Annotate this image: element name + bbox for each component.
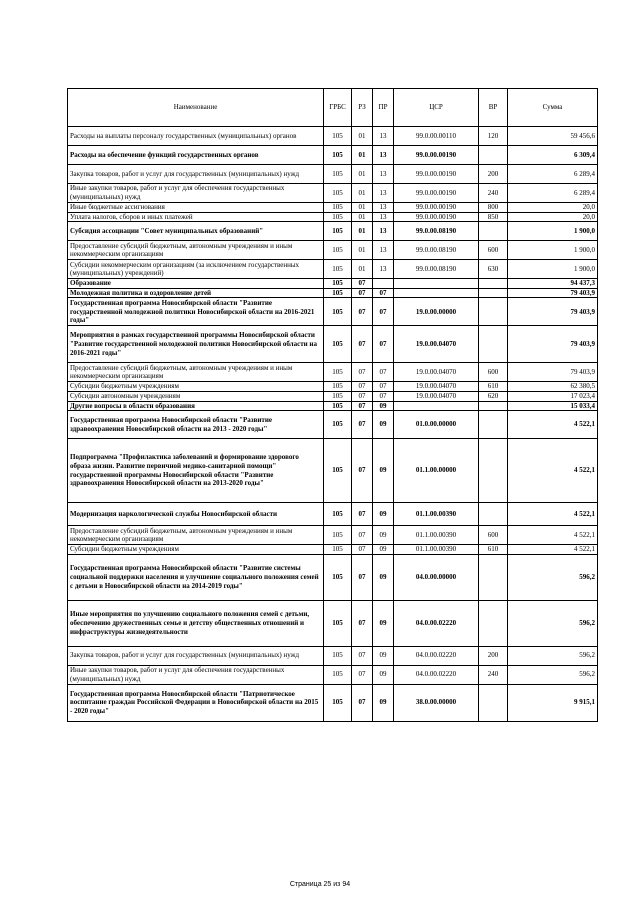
row-csr: 99.0.00.00110 bbox=[394, 127, 479, 146]
row-rz: 07 bbox=[352, 545, 373, 555]
row-vr: 600 bbox=[479, 241, 508, 260]
table-row bbox=[68, 165, 598, 184]
row-pr: 13 bbox=[373, 165, 394, 184]
row-pr: 07 bbox=[373, 391, 394, 401]
row-grbs: 105 bbox=[324, 127, 352, 146]
row-grbs: 105 bbox=[324, 382, 352, 392]
row-rz: 07 bbox=[352, 600, 373, 646]
row-csr: 01.0.00.00000 bbox=[394, 411, 479, 439]
row-pr: 13 bbox=[373, 127, 394, 146]
row-pr: 13 bbox=[373, 241, 394, 260]
row-grbs: 105 bbox=[324, 646, 352, 665]
row-grbs: 105 bbox=[324, 391, 352, 401]
row-sum: 596,2 bbox=[508, 646, 598, 665]
row-csr: 99.0.00.00190 bbox=[394, 184, 479, 203]
row-grbs: 105 bbox=[324, 279, 352, 289]
row-csr: 99.0.00.08190 bbox=[394, 241, 479, 260]
table-row bbox=[68, 646, 598, 665]
row-rz: 07 bbox=[352, 554, 373, 600]
row-rz: 07 bbox=[352, 363, 373, 382]
row-name: Образование bbox=[68, 279, 324, 289]
row-vr bbox=[479, 298, 508, 326]
header-grbs: ГРБС bbox=[324, 89, 352, 127]
row-rz: 07 bbox=[352, 326, 373, 363]
row-vr: 610 bbox=[479, 545, 508, 555]
row-rz: 07 bbox=[352, 411, 373, 439]
row-name: Предоставление субсидий бюджетным, автономным учреждениям и иным некоммерческим организациям bbox=[68, 241, 324, 260]
row-rz: 01 bbox=[352, 212, 373, 222]
budget-table bbox=[67, 88, 598, 722]
row-vr bbox=[479, 600, 508, 646]
row-grbs: 105 bbox=[324, 260, 352, 279]
row-name: Государственная программа Новосибирской области "Развитие здравоохранения Новосибирской области на 2013 - 2020 годы" bbox=[68, 411, 324, 439]
row-rz: 01 bbox=[352, 241, 373, 260]
row-pr: 13 bbox=[373, 260, 394, 279]
row-rz: 07 bbox=[352, 391, 373, 401]
row-vr bbox=[479, 279, 508, 289]
table-row bbox=[68, 545, 598, 555]
row-pr: 13 bbox=[373, 212, 394, 222]
row-rz: 01 bbox=[352, 203, 373, 213]
row-vr bbox=[479, 411, 508, 439]
row-vr: 200 bbox=[479, 165, 508, 184]
row-sum: 79 403,9 bbox=[508, 326, 598, 363]
row-sum: 1 900,0 bbox=[508, 260, 598, 279]
row-name: Другие вопросы в области образования bbox=[68, 401, 324, 411]
row-csr: 19.0.00.04070 bbox=[394, 382, 479, 392]
row-vr: 240 bbox=[479, 665, 508, 684]
row-csr: 99.0.00.00190 bbox=[394, 146, 479, 165]
row-name: Предоставление субсидий бюджетным, автономным учреждениям и иным некоммерческим организациям bbox=[68, 363, 324, 382]
row-vr: 120 bbox=[479, 127, 508, 146]
row-rz: 01 bbox=[352, 260, 373, 279]
table-row bbox=[68, 298, 598, 326]
row-name: Субсидии бюджетным учреждениям bbox=[68, 382, 324, 392]
row-grbs: 105 bbox=[324, 146, 352, 165]
row-csr: 04.0.00.02220 bbox=[394, 646, 479, 665]
row-sum: 62 380,5 bbox=[508, 382, 598, 392]
row-name: Уплата налогов, сборов и иных платежей bbox=[68, 212, 324, 222]
row-vr bbox=[479, 288, 508, 298]
row-pr: 09 bbox=[373, 401, 394, 411]
row-name: Государственная программа Новосибирской области "Патриотическое воспитание граждан Российской Федерации в Новосибирской области на 2015 - 2020 годы" bbox=[68, 684, 324, 721]
row-vr: 610 bbox=[479, 382, 508, 392]
row-sum: 6 289,4 bbox=[508, 165, 598, 184]
row-grbs: 105 bbox=[324, 554, 352, 600]
header-sum: Сумма bbox=[508, 89, 598, 127]
row-csr: 19.0.00.00000 bbox=[394, 298, 479, 326]
row-name: Субсидии автономным учреждениям bbox=[68, 391, 324, 401]
row-vr: 620 bbox=[479, 391, 508, 401]
table-body bbox=[68, 127, 598, 722]
row-grbs: 105 bbox=[324, 526, 352, 545]
row-rz: 01 bbox=[352, 222, 373, 241]
table-row bbox=[68, 382, 598, 392]
row-name: Государственная программа Новосибирской области "Развитие системы социальной поддержки населения и улучшение социального положения семей с детьми в Новосибирской области на 2014-2019 годы" bbox=[68, 554, 324, 600]
row-pr: 07 bbox=[373, 326, 394, 363]
row-name: Иные бюджетные ассигнования bbox=[68, 203, 324, 213]
row-vr: 630 bbox=[479, 260, 508, 279]
row-pr: 07 bbox=[373, 288, 394, 298]
row-grbs: 105 bbox=[324, 184, 352, 203]
row-name: Молодежная политика и оздоровление детей bbox=[68, 288, 324, 298]
row-sum: 17 023,4 bbox=[508, 391, 598, 401]
table-row bbox=[68, 684, 598, 721]
header-pr: ПР bbox=[373, 89, 394, 127]
row-vr bbox=[479, 146, 508, 165]
table-row bbox=[68, 401, 598, 411]
row-pr: 09 bbox=[373, 439, 394, 503]
row-name: Государственная программа Новосибирской области "Развитие государственной молодежной политики Новосибирской области на 2016-2021 годы" bbox=[68, 298, 324, 326]
table-row bbox=[68, 241, 598, 260]
row-rz: 07 bbox=[352, 298, 373, 326]
row-name: Закупка товаров, работ и услуг для государственных (муниципальных) нужд bbox=[68, 646, 324, 665]
row-csr: 99.0.00.08190 bbox=[394, 222, 479, 241]
table-row bbox=[68, 554, 598, 600]
header-rz: РЗ bbox=[352, 89, 373, 127]
row-csr: 19.0.00.04070 bbox=[394, 326, 479, 363]
row-pr: 13 bbox=[373, 146, 394, 165]
table-row bbox=[68, 288, 598, 298]
row-grbs: 105 bbox=[324, 439, 352, 503]
row-rz: 07 bbox=[352, 279, 373, 289]
row-vr: 850 bbox=[479, 212, 508, 222]
row-vr bbox=[479, 554, 508, 600]
row-sum: 15 033,4 bbox=[508, 401, 598, 411]
row-grbs: 105 bbox=[324, 363, 352, 382]
table-header-row bbox=[68, 89, 598, 127]
row-grbs: 105 bbox=[324, 545, 352, 555]
row-sum: 596,2 bbox=[508, 600, 598, 646]
row-rz: 07 bbox=[352, 382, 373, 392]
row-rz: 07 bbox=[352, 684, 373, 721]
row-name: Мероприятия в рамках государственной программы Новосибирской области "Развитие государственной молодежной политики Новосибирской области на 2016-2021 годы" bbox=[68, 326, 324, 363]
row-name: Иные закупки товаров, работ и услуг для обеспечения государственных (муниципальных) нужд bbox=[68, 665, 324, 684]
table-row bbox=[68, 439, 598, 503]
row-rz: 07 bbox=[352, 646, 373, 665]
row-sum: 9 915,1 bbox=[508, 684, 598, 721]
row-csr: 38.0.00.00000 bbox=[394, 684, 479, 721]
row-rz: 07 bbox=[352, 401, 373, 411]
row-pr: 09 bbox=[373, 665, 394, 684]
table-row bbox=[68, 600, 598, 646]
row-rz: 07 bbox=[352, 503, 373, 526]
row-pr: 07 bbox=[373, 382, 394, 392]
table-row bbox=[68, 222, 598, 241]
table-row bbox=[68, 212, 598, 222]
row-name: Закупка товаров, работ и услуг для государственных (муниципальных) нужд bbox=[68, 165, 324, 184]
row-rz: 07 bbox=[352, 526, 373, 545]
row-grbs: 105 bbox=[324, 212, 352, 222]
row-name: Расходы на обеспечение функций государственных органов bbox=[68, 146, 324, 165]
row-sum: 79 403,9 bbox=[508, 363, 598, 382]
row-csr: 99.0.00.00190 bbox=[394, 203, 479, 213]
row-name: Модернизация наркологической службы Новосибирской области bbox=[68, 503, 324, 526]
row-rz: 01 bbox=[352, 184, 373, 203]
row-grbs: 105 bbox=[324, 326, 352, 363]
row-grbs: 105 bbox=[324, 241, 352, 260]
row-sum: 79 403,9 bbox=[508, 298, 598, 326]
table-row bbox=[68, 260, 598, 279]
row-pr: 09 bbox=[373, 554, 394, 600]
row-pr bbox=[373, 279, 394, 289]
row-vr bbox=[479, 684, 508, 721]
row-csr: 99.0.00.00190 bbox=[394, 165, 479, 184]
row-name: Субсидия ассоциации "Совет муниципальных образований" bbox=[68, 222, 324, 241]
table-row bbox=[68, 526, 598, 545]
row-sum: 6 289,4 bbox=[508, 184, 598, 203]
page-number: Страница 25 из 94 bbox=[289, 881, 351, 888]
table-row bbox=[68, 184, 598, 203]
row-sum: 596,2 bbox=[508, 554, 598, 600]
row-sum: 1 900,0 bbox=[508, 222, 598, 241]
row-grbs: 105 bbox=[324, 411, 352, 439]
row-sum: 6 309,4 bbox=[508, 146, 598, 165]
row-grbs: 105 bbox=[324, 684, 352, 721]
row-grbs: 105 bbox=[324, 203, 352, 213]
row-pr: 07 bbox=[373, 298, 394, 326]
table-row bbox=[68, 203, 598, 213]
row-vr bbox=[479, 439, 508, 503]
row-rz: 01 bbox=[352, 146, 373, 165]
row-sum: 4 522,1 bbox=[508, 503, 598, 526]
row-csr: 01.1.00.00000 bbox=[394, 439, 479, 503]
row-rz: 01 bbox=[352, 165, 373, 184]
row-name: Субсидии бюджетным учреждениям bbox=[68, 545, 324, 555]
row-name: Расходы на выплаты персоналу государственных (муниципальных) органов bbox=[68, 127, 324, 146]
row-sum: 79 403,9 bbox=[508, 288, 598, 298]
row-pr: 09 bbox=[373, 526, 394, 545]
row-name: Иные мероприятия по улучшению социального положения семей с детьми, обеспечению дружественных семье и детству общественных отношений и инфраструктуры жизнедеятельности bbox=[68, 600, 324, 646]
row-grbs: 105 bbox=[324, 222, 352, 241]
row-grbs: 105 bbox=[324, 298, 352, 326]
table-row bbox=[68, 146, 598, 165]
header-csr: ЦСР bbox=[394, 89, 479, 127]
row-rz: 07 bbox=[352, 439, 373, 503]
row-grbs: 105 bbox=[324, 665, 352, 684]
table-row bbox=[68, 363, 598, 382]
table-row bbox=[68, 279, 598, 289]
row-sum: 4 522,1 bbox=[508, 545, 598, 555]
row-csr bbox=[394, 279, 479, 289]
row-vr: 600 bbox=[479, 363, 508, 382]
row-sum: 20,0 bbox=[508, 212, 598, 222]
row-rz: 07 bbox=[352, 288, 373, 298]
table-row bbox=[68, 665, 598, 684]
row-name: Подпрограмма "Профилактика заболеваний и формирование здорового образа жизни. Развитие первичной медико-санитарной помощи" государственной программы Новосибирской области "Развитие здравоохранения Новосибирской области на 2013-2020 годы" bbox=[68, 439, 324, 503]
row-sum: 4 522,1 bbox=[508, 526, 598, 545]
row-name: Иные закупки товаров, работ и услуг для обеспечения государственных (муниципальных) нужд bbox=[68, 184, 324, 203]
row-grbs: 105 bbox=[324, 288, 352, 298]
table-row bbox=[68, 326, 598, 363]
row-name: Субсидии некоммерческим организациям (за исключением государственных (муниципальных) учреждений) bbox=[68, 260, 324, 279]
row-name: Предоставление субсидий бюджетным, автономным учреждениям и иным некоммерческим организациям bbox=[68, 526, 324, 545]
row-vr bbox=[479, 401, 508, 411]
row-csr: 99.0.00.08190 bbox=[394, 260, 479, 279]
row-pr: 13 bbox=[373, 222, 394, 241]
row-csr: 01.1.00.00390 bbox=[394, 526, 479, 545]
row-csr: 19.0.00.04070 bbox=[394, 391, 479, 401]
row-pr: 09 bbox=[373, 684, 394, 721]
row-csr: 19.0.00.04070 bbox=[394, 363, 479, 382]
row-sum: 20,0 bbox=[508, 203, 598, 213]
row-csr: 04.0.00.02220 bbox=[394, 665, 479, 684]
table-row bbox=[68, 127, 598, 146]
row-pr: 13 bbox=[373, 203, 394, 213]
row-vr: 240 bbox=[479, 184, 508, 203]
row-sum: 1 900,0 bbox=[508, 241, 598, 260]
row-pr: 07 bbox=[373, 363, 394, 382]
row-grbs: 105 bbox=[324, 165, 352, 184]
row-vr bbox=[479, 503, 508, 526]
row-pr: 13 bbox=[373, 184, 394, 203]
row-sum: 596,2 bbox=[508, 665, 598, 684]
row-pr: 09 bbox=[373, 600, 394, 646]
table-row bbox=[68, 411, 598, 439]
row-csr: 01.1.00.00390 bbox=[394, 503, 479, 526]
row-vr bbox=[479, 326, 508, 363]
row-sum: 4 522,1 bbox=[508, 411, 598, 439]
row-vr: 800 bbox=[479, 203, 508, 213]
row-grbs: 105 bbox=[324, 503, 352, 526]
row-grbs: 105 bbox=[324, 600, 352, 646]
row-csr bbox=[394, 288, 479, 298]
row-vr bbox=[479, 222, 508, 241]
table-row bbox=[68, 391, 598, 401]
row-csr: 01.1.00.00390 bbox=[394, 545, 479, 555]
header-vr: ВР bbox=[479, 89, 508, 127]
row-rz: 07 bbox=[352, 665, 373, 684]
row-vr: 200 bbox=[479, 646, 508, 665]
table-row bbox=[68, 503, 598, 526]
row-pr: 09 bbox=[373, 646, 394, 665]
row-csr: 99.0.00.00190 bbox=[394, 212, 479, 222]
row-csr: 04.0.00.00000 bbox=[394, 554, 479, 600]
row-rz: 01 bbox=[352, 127, 373, 146]
row-pr: 09 bbox=[373, 545, 394, 555]
header-name: Наименование bbox=[68, 89, 324, 127]
row-csr: 04.0.00.02220 bbox=[394, 600, 479, 646]
row-sum: 94 437,3 bbox=[508, 279, 598, 289]
row-pr: 09 bbox=[373, 503, 394, 526]
row-sum: 4 522,1 bbox=[508, 439, 598, 503]
row-sum: 59 456,6 bbox=[508, 127, 598, 146]
row-vr: 600 bbox=[479, 526, 508, 545]
row-pr: 09 bbox=[373, 411, 394, 439]
row-csr bbox=[394, 401, 479, 411]
row-grbs: 105 bbox=[324, 401, 352, 411]
